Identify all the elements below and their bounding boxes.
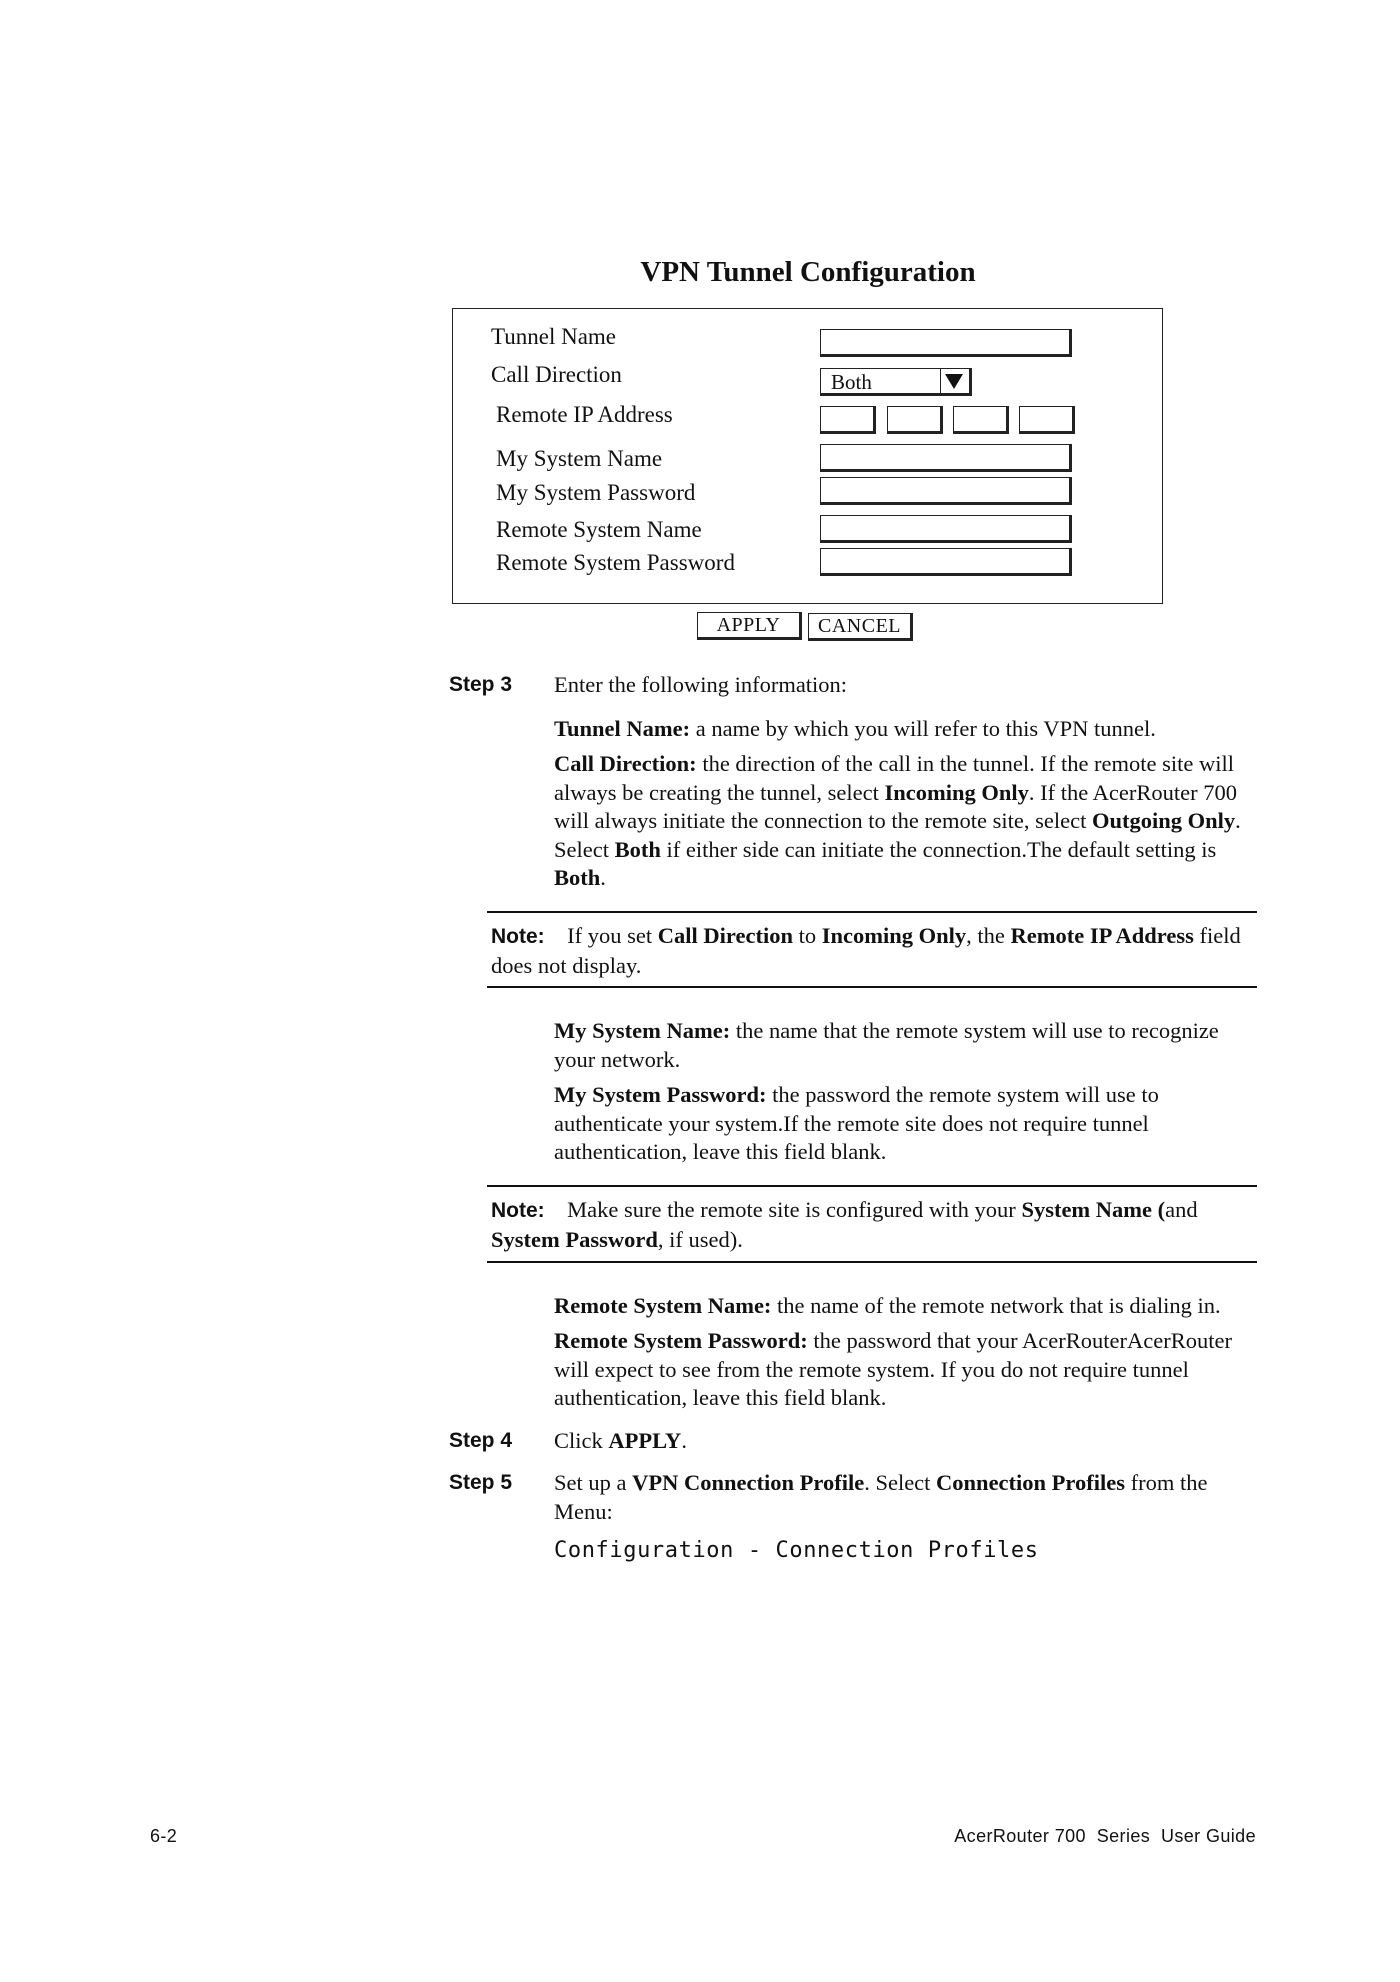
remote-system-name-input[interactable] bbox=[820, 515, 1072, 543]
tunnel-name-description: Tunnel Name: a name by which you will refer to this VPN tunnel. bbox=[554, 716, 1156, 741]
call-direction-select[interactable] bbox=[820, 368, 972, 396]
my-system-name-input[interactable] bbox=[820, 444, 1072, 472]
remote-system-name-description: Remote System Name: the name of the remote network that is dialing in. bbox=[554, 1293, 1221, 1318]
my-system-password-input[interactable] bbox=[820, 477, 1072, 505]
note-1-label: Note: bbox=[491, 925, 545, 948]
call-direction-value: Both bbox=[831, 370, 872, 394]
note-1: Note: If you set Call Direction to Incoming Only, the Remote IP Address field does not display. bbox=[491, 923, 1241, 978]
apply-button[interactable]: APPLY bbox=[697, 612, 802, 640]
note-2-label: Note: bbox=[491, 1199, 545, 1222]
note-1-top-rule bbox=[487, 911, 1257, 913]
remote-system-password-input[interactable] bbox=[820, 548, 1072, 576]
my-system-password-label: My System Password bbox=[496, 480, 696, 505]
tunnel-name-input[interactable] bbox=[820, 329, 1072, 357]
remote-ip-octet-1[interactable] bbox=[820, 406, 876, 434]
dialog-title: VPN Tunnel Configuration bbox=[640, 256, 976, 288]
note-2: Note: Make sure the remote site is configured with your System Name (and System Password, if used). bbox=[491, 1197, 1198, 1252]
remote-system-name-label: Remote System Name bbox=[496, 517, 702, 542]
step-5-text: Set up a VPN Connection Profile. Select Connection Profiles from the Menu: bbox=[554, 1470, 1208, 1524]
menu-path: Configuration - Connection Profiles bbox=[554, 1538, 1039, 1563]
call-direction-label: Call Direction bbox=[491, 362, 622, 387]
remote-ip-octet-3[interactable] bbox=[953, 406, 1009, 434]
step-4-label: Step 4 bbox=[449, 1429, 513, 1452]
note-1-bottom-rule bbox=[487, 986, 1257, 988]
page-number: 6-2 bbox=[150, 1826, 178, 1846]
my-system-name-label: My System Name bbox=[496, 446, 663, 471]
step-3-text: Enter the following information: bbox=[554, 672, 848, 697]
step-4-text: Click APPLY. bbox=[554, 1428, 687, 1453]
cancel-button[interactable]: CANCEL bbox=[808, 613, 913, 641]
call-direction-description: Call Direction: the direction of the call in the tunnel. If the remote site will always be creating the tunnel, select Incoming Only. If the AcerRouter 700 will always initiate the connection to the remote site, select Outgoing Only. Select Both if either side can initiate the connection.The default setting is Both. bbox=[554, 751, 1241, 890]
my-system-password-description: My System Password: the password the remote system will use to authenticate your system.If the remote site does not require tunnel authentication, leave this field blank. bbox=[554, 1082, 1159, 1164]
remote-ip-octet-4[interactable] bbox=[1019, 406, 1075, 434]
remote-system-password-description: Remote System Password: the password that your AcerRouterAcerRouter will expect to see from the remote system. If you do not require tunnel authentication, leave this field blank. bbox=[554, 1328, 1232, 1410]
step-3-label: Step 3 bbox=[449, 673, 513, 696]
note-2-top-rule bbox=[487, 1185, 1257, 1187]
remote-system-password-label: Remote System Password bbox=[496, 550, 735, 575]
step-5-label: Step 5 bbox=[449, 1471, 513, 1494]
remote-ip-octet-2[interactable] bbox=[887, 406, 943, 434]
my-system-name-description: My System Name: the name that the remote system will use to recognize your network. bbox=[554, 1018, 1219, 1072]
note-2-bottom-rule bbox=[487, 1261, 1257, 1263]
remote-ip-label: Remote IP Address bbox=[496, 402, 673, 427]
dropdown-arrow-icon[interactable] bbox=[940, 369, 969, 393]
guide-title: AcerRouter 700 Series User Guide bbox=[954, 1826, 1256, 1846]
tunnel-name-label: Tunnel Name bbox=[491, 324, 617, 349]
